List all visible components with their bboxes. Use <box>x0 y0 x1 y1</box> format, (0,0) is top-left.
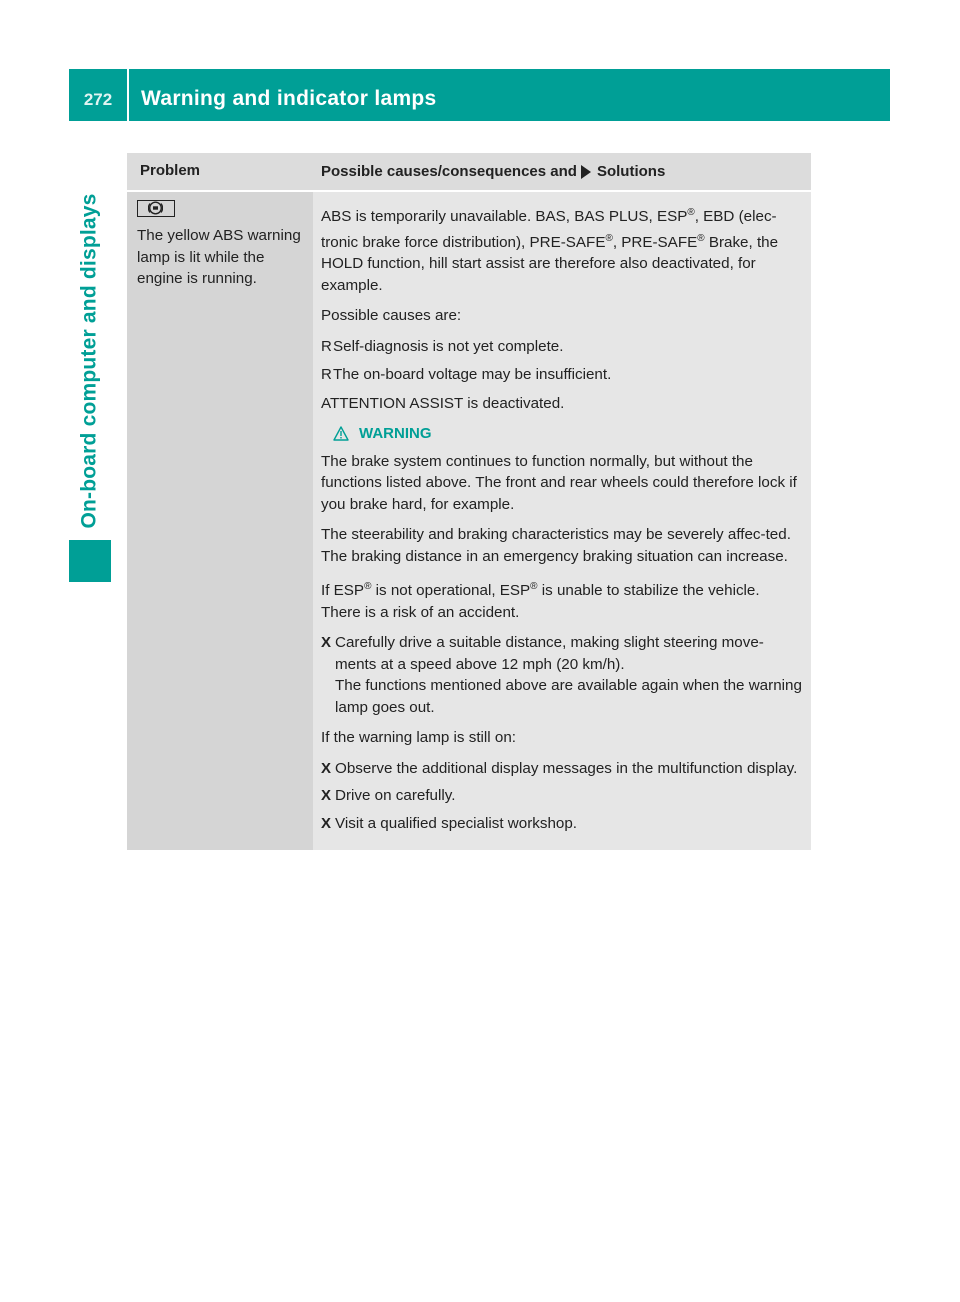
list-item <box>321 364 803 386</box>
step-text: Visit a qualified specialist workshop. <box>335 814 577 832</box>
instruction-step <box>321 758 803 780</box>
list-item <box>321 336 803 358</box>
step-text: Observe the additional display messages in the multifunction display. <box>335 759 798 777</box>
table-row <box>127 192 811 850</box>
warning-triangle-icon <box>333 426 349 441</box>
registered-mark: ® <box>364 581 372 593</box>
step-text: Carefully drive a suitable distance, making slight steering move-ments at a speed above 12 mph (20 km/h). <box>335 634 764 673</box>
paragraph-warning-2: The steerability and braking characteristics may be severely affec-ted. The braking distance in an emergency braking situation can increase. <box>321 526 791 565</box>
text-span: If ESP <box>321 582 365 600</box>
column-header-solutions <box>313 153 811 190</box>
text-span: , EBD (elec-tronic brake force distribution), PRE-SAFE <box>321 208 777 251</box>
table-header <box>127 153 811 192</box>
registered-mark: ® <box>530 581 538 593</box>
problem-description: The yellow ABS warning lamp is lit while the engine is running. <box>137 227 301 287</box>
column-header-problem: Problem <box>140 162 201 179</box>
text-span: is not operational, ESP <box>371 582 531 600</box>
registered-mark: ® <box>697 232 705 244</box>
step-arrow-icon: X <box>321 759 332 777</box>
list-item-text: The on-board voltage may be insufficient. <box>333 366 612 384</box>
paragraph-possible-causes: Possible causes are: <box>321 307 462 325</box>
instruction-step <box>321 632 803 718</box>
instruction-step <box>321 785 803 807</box>
warning-lamp-table <box>127 153 811 850</box>
page-header <box>69 69 890 121</box>
page-title: Warning and indicator lamps <box>141 87 437 110</box>
column-header-causes-label: Possible causes/consequences and <box>321 163 577 180</box>
arrow-right-icon <box>581 165 591 179</box>
paragraph-still-on: If the warning lamp is still on: <box>321 729 516 747</box>
side-tab-marker <box>69 540 111 582</box>
step-text: The functions mentioned above are available again when the warning lamp goes out. <box>335 677 802 716</box>
side-tab <box>69 140 111 582</box>
paragraph-warning-1: The brake system continues to function normally, but without the functions listed above. The front and rear wheels could therefore lock if you brake hard, for example. <box>321 452 797 513</box>
text-span: ABS is temporarily unavailable. BAS, BAS PLUS, ESP <box>321 208 688 226</box>
text-span: is unable to stabilize the vehicle. There is a risk of an accident. <box>321 582 760 621</box>
warning-label: WARNING <box>359 425 432 443</box>
step-text: Drive on carefully. <box>335 787 456 805</box>
bullet-mark: R <box>321 366 332 384</box>
paragraph-abs-unavailable <box>321 202 803 296</box>
list-item-text: Self-diagnosis is not yet complete. <box>333 337 564 355</box>
bullet-mark: R <box>321 337 332 355</box>
step-arrow-icon: X <box>321 814 332 832</box>
instruction-step <box>321 813 803 835</box>
step-arrow-icon: X <box>321 787 332 805</box>
step-arrow-icon: X <box>321 634 332 652</box>
registered-mark: ® <box>605 232 613 244</box>
problem-cell <box>127 192 313 850</box>
warning-heading <box>333 423 803 445</box>
registered-mark: ® <box>687 207 695 218</box>
text-span: , PRE-SAFE <box>612 233 698 251</box>
paragraph-attention-assist: ATTENTION ASSIST is deactivated. <box>321 394 565 412</box>
column-header-solutions-label: Solutions <box>596 163 666 180</box>
abs-warning-icon <box>137 200 175 217</box>
page-number: 272 <box>83 90 113 109</box>
solution-cell <box>313 192 811 850</box>
text-span: Brake, the HOLD function, hill start assist are therefore also deactivated, for example. <box>321 233 779 294</box>
paragraph-warning-3 <box>321 576 803 623</box>
side-tab-label: On-board computer and displays <box>78 193 101 529</box>
